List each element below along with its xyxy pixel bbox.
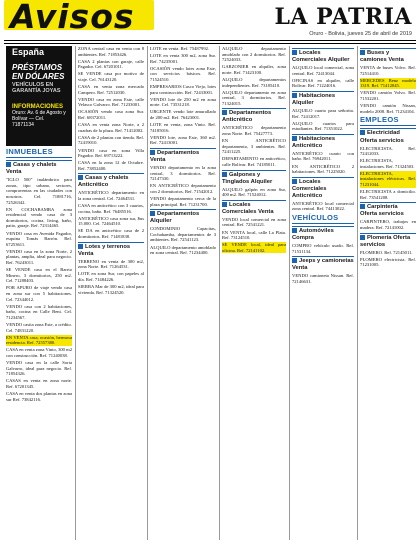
classified-ad: ANTICRÉTICO cuarto con baño. Ref. 76942011. <box>292 150 354 162</box>
classified-ad: ALQUILO departamento en zona central, 3 dormitorios. Ref. 71324015. <box>222 89 286 106</box>
lightning-icon <box>360 130 365 135</box>
newspaper-name: LA PATRIA <box>274 4 412 30</box>
classified-ad: LOTE en venta 300 m2, zona Sur. Ref. 74235001. <box>150 53 216 64</box>
warehouse-icon <box>222 172 227 177</box>
building-icon <box>150 150 155 155</box>
highlighted-ad: SE VENDE local, ideal para oficina. Ref. 72141102. <box>222 242 286 253</box>
classified-ad: EN ANTICRÉTICO departamento, 3 ambientes. Ref. 72411225. <box>222 138 286 155</box>
classified-ad: LOTE en venta. Ref. 75487992. <box>150 46 210 51</box>
column-divider <box>219 46 220 540</box>
classified-ad: GARZONIER en alquiler, zona norte. Ref. 71423100. <box>222 64 286 75</box>
column-divider <box>75 46 76 540</box>
classified-ad: ALQUILO departamentos independientes. Ref. 73185410. <box>222 76 286 88</box>
classified-ad: VENDO casa en Avenida Pagador, esquina Tomás Barrón. Ref. 67253611. <box>6 230 72 247</box>
classified-ad: ALQUILO departamento amoblado en zona central. Ref. 71234400. <box>150 244 216 256</box>
classified-ad: CASAS en venta en zona norte. Ref. 67201345. <box>6 378 72 389</box>
header-rule <box>4 40 416 41</box>
header-rule-thin <box>4 43 416 44</box>
classified-ad: VENDO casa con 2 habitaciones, baño, cocina en Calle Beni. Cel. 71234567. <box>6 303 72 320</box>
classified-ad: SIERRA Mar de 300 m2, ideal para vivienda. Ref. 71324520. <box>78 284 144 295</box>
classified-ad: LOTE en venta, zona Vinto. Ref. 74185016. <box>150 122 216 133</box>
column-2 <box>78 46 144 540</box>
classified-ad: CASA de 2 plantas con tienda. Ref. 72419010. <box>78 134 144 146</box>
classified-ad: PLOMERO electricista. Ref. 71231005. <box>360 256 416 268</box>
subsection-heading: Plomería Oferta servicios <box>360 233 416 249</box>
subsection-heading: Departamentos Alquiler <box>150 209 216 225</box>
house-icon <box>6 162 11 167</box>
subsection-heading: Habitaciones Alquiler <box>292 91 354 107</box>
classified-ad: URGENTE vendo lote amurallado de 200 m2. Ref. 76423001. <box>150 109 216 121</box>
loan-advertisement <box>6 46 72 146</box>
classified-ad: ANTICRÉTICO departamento en la zona central. Cel. 72464531. <box>78 190 144 201</box>
bus-icon <box>360 50 365 55</box>
classified-ad: CASA 2 plantas con garaje, calle Pagador. Cel. 67201011. <box>78 58 144 70</box>
ad-logo: España <box>12 47 45 57</box>
classified-ad: ELECTRICISTA, instalaciones. Ref. 71324503. <box>360 158 415 169</box>
classified-ad: VENTA de buses Volvo. Ref. 72514410. <box>360 65 416 76</box>
classified-ad: VENDO casa en zona Villa Pagador. Ref. 69713222. <box>78 147 144 159</box>
classified-ad: SE VENDE casa en el Barrio Minero, 3 dormitorios, 250 m2. Cel. 71288403. <box>6 267 72 284</box>
column-divider <box>357 46 358 540</box>
classified-ad: EN VENTA local, calle La Plata. Ref. 73124510. <box>222 229 286 241</box>
classified-ad: POR APURO de viaje vendo casa en zona sur con 5 habitaciones. Cel. 72344012. <box>6 285 72 302</box>
subsection-heading: Departamentos Anticrético <box>222 108 286 124</box>
subsection-heading: Departamentos Venta <box>150 148 216 164</box>
classified-ad: ANTICRÉTICO departamento zona Norte. Ref. 75427773. <box>222 125 286 137</box>
classified-ad: ALQUILO galpón en zona Sur, 400 m2. Ref. 71524012. <box>222 186 286 198</box>
classified-ad: OCASIÓN vendo casa zona Sur. Ref. 68372011. <box>78 109 144 121</box>
column-5 <box>292 46 354 540</box>
classified-ad: ALQUILO cuartos para estudiantes. Ref. 71351022. <box>292 120 354 132</box>
classified-ad: EN COCHABAMBA zona residencial vendo casa de 3 dormitorios, cocina, living, baño, patio, garaje. Ref. 72314465. <box>6 206 72 229</box>
truck-icon <box>292 258 297 263</box>
store-icon <box>292 50 297 55</box>
classified-ad: OCASIÓN vendo lotes zona Este, con servicios básicos. Ref. 71524510. <box>150 65 216 82</box>
classified-ad: OFICINAS en alquiler, calle Bolívar. Ref. 71224016. <box>292 77 354 89</box>
classified-ad: ZONA central casa en venta con 8 ambientes. Ref. 71853426. <box>78 46 144 57</box>
column-divider <box>289 46 290 540</box>
subsection-heading: Locales Comerciales Alquiler <box>292 48 354 64</box>
category-heading: EMPLEOS <box>360 115 399 125</box>
highlighted-ad: EN VENTA casa, ocasión, hermosa residencia. Ref. 72557380. <box>6 334 72 346</box>
building-icon <box>150 211 155 216</box>
subsection-heading: Locales Comerciales Anticrético <box>292 177 354 200</box>
subsection-heading: Casas y chalets Anticrético <box>78 173 144 189</box>
dateline: Oruro - Bolivia, jueves 25 de abril de 2019 <box>309 31 412 37</box>
classified-ad: VENDO camión Nissan, modelo 2008. Ref. 71234104. <box>360 103 416 114</box>
category-heading: VEHÍCULOS <box>292 212 339 222</box>
building-icon <box>222 110 227 115</box>
subsection-heading: Carpintería Oferta servicios <box>360 202 416 218</box>
house-icon <box>78 175 83 180</box>
subsection-heading: Jeeps y camionetas Venta <box>292 256 354 272</box>
classified-ad: CASA en venta zona mercado Campero. Ref. 72512030. <box>78 84 144 95</box>
subsection-heading: Automóviles Compra <box>292 226 354 242</box>
store-icon <box>222 202 227 207</box>
section-title: Avisos <box>10 0 135 36</box>
column-4 <box>222 46 286 540</box>
wrench-icon <box>360 235 365 240</box>
classified-ad: VENDO casa en la calle Soria Galvarro, ideal para negocio. Ref. 71854326. <box>6 360 72 377</box>
classified-ad: CASA en anticrético con 3 cuartos, cocina, baño. Ref. 76485516. <box>78 203 144 214</box>
column-divider <box>147 46 148 540</box>
subsection-heading: Galpones y Tinglados Alquiler <box>222 170 286 186</box>
classified-ad: VENDO casa en la zona Norte, 2 plantas, amplia, ideal para negocio. Ref. 76243011. <box>6 248 72 266</box>
subsection-heading: Habitaciones Anticrético <box>292 134 354 150</box>
subsection-heading: Electricidad Oferta servicios <box>360 128 416 144</box>
column-3 <box>150 46 216 540</box>
classified-ad: LOTE en zona Sur, con papeles al día. Ref. 71484226. <box>78 271 144 282</box>
classified-ad: VENDO casa en zona Este, calle Velasco Galvarro. Ref. 71233001. <box>78 96 144 108</box>
classified-ad: SE DA en anticrético casa de 2 dormitorios. Ref. 71481838. <box>78 228 144 240</box>
classified-ad: "IGLO 500" inalámbrico para zonas, tipo urbano, sectores, compraventas en las ciudades con nosotros. Cel. 71881716, 72526342. <box>6 177 72 205</box>
classified-ad: CASA en venta dos plantas en zona sur Ref. 73842116. <box>6 391 72 402</box>
column-6 <box>360 46 416 540</box>
classified-ad: EN ANTICRÉTICO 2 habitaciones. Ref. 71225020. <box>292 163 354 175</box>
saw-icon <box>360 204 365 209</box>
ad-info-title: INFORMACIONES <box>12 104 63 110</box>
classified-ad: PLOMERO. Ref. 72145011. <box>360 249 413 255</box>
classified-ad: VENDO departamento en la zona central, 3 dormitorios. Ref. 72147330. <box>150 165 216 182</box>
ad-info-text: Oruro: Av. 6 de Agosto y Bolívar — Cel. 71871134 <box>12 110 66 128</box>
store-icon <box>292 179 297 184</box>
classified-ad: CASA en venta zona Norte, a 2 cuadras de la plaza. Ref. 71412002. <box>78 122 144 133</box>
classified-ad: CASA en venta zona Vinto, 300 m2 con construcción. Ref. 71240038. <box>6 347 72 358</box>
classified-ad: DEPARTAMENTO en anticrético, calle Bolívar. Ref. 74185011. <box>222 156 286 168</box>
classified-ad: VENDO camión Volvo. Ref. 71532201. <box>360 90 416 101</box>
classified-ad: ALQUILO local comercial, zona central. Ref. 72413044. <box>292 65 354 76</box>
classified-ad: VENDO lote, zona Este, 360 m2. Ref. 72413001. <box>150 134 216 146</box>
ad-subheadline: VEHÍCULOS EN GARANTÍA JOYAS <box>12 82 61 95</box>
category-rule <box>292 223 354 225</box>
classified-ad: TERRENO en venta de 300 m2, zona Norte. Ref. 71264531. <box>78 258 144 270</box>
classified-ad: ELECTRICISTA. Ref. 72412033. <box>360 145 416 157</box>
bed-icon <box>292 93 297 98</box>
column-1 <box>6 46 72 540</box>
classified-ad: EN ANTICRÉTICO departamento con 2 dormitorios. Ref. 71542012. <box>150 183 216 194</box>
subsection-heading: Lotes y terrenos Venta <box>78 242 144 258</box>
classified-ad: ALQUILO departamento amoblado con 2 dormitorios. Ref. 72524033. <box>222 46 286 63</box>
ad-info <box>12 104 66 128</box>
subsection-heading: Casas y chalets Venta <box>6 160 72 176</box>
category-heading: INMUEBLES <box>6 147 53 156</box>
classified-ad: CASA en la zona 12 de Octubre. Ref. 73852400. <box>78 160 144 171</box>
classified-ad: VENDO departamento cerca de la plaza principal. Ref. 71231700. <box>150 196 216 207</box>
classified-ad: SE VENDE casa por motivo de viaje. Cel. 76143120. <box>78 71 144 82</box>
classified-ad: CONDOMINIO Capacitas, Cochabamba, departamentos de 3 ambientes. Ref. 72541123. <box>150 226 216 243</box>
classified-ad: ANTICRÉTICO casa zona sur, $us 15.000. Cel. 72464510. <box>78 215 144 227</box>
page-header <box>0 0 420 40</box>
ad-headline: PRÉSTAMOS EN DÓLARES <box>12 63 65 81</box>
classified-ad: ELECTRICISTA a domicilio. Ref. 73541208. <box>360 189 416 200</box>
classified-ad: VENDO casita zona Este, a crédito. Cel. 74831220. <box>6 321 72 333</box>
highlighted-ad: ELECTRICISTA, instalaciones eléctricas. Ref. 71231044. <box>360 170 416 188</box>
category-rule <box>360 125 416 127</box>
classified-ad: VENDO local comercial en zona central. Ref. 72541221. <box>222 216 286 228</box>
highlighted-ad: MERCEDES Benz modelo 1319. Ref. 71412045. <box>360 77 416 89</box>
classified-ad: ALQUILO cuarto para señorita. Ref. 72412017. <box>292 107 354 119</box>
classified-ad: VENDO lote de 250 m2 en zona norte. Cel. 73531218. <box>150 96 216 108</box>
subsection-heading: Buses y camiones Venta <box>360 48 416 64</box>
category-rule <box>6 157 72 159</box>
classified-ad: VENDO camioneta Nissan. Ref. 72146631. <box>292 273 354 284</box>
classified-ad: COMPRO vehículo usado. Ref. 71531134. <box>292 243 354 254</box>
classified-ad: CARPINTERO, trabajos en madera. Ref. 72141002. <box>360 219 416 230</box>
land-icon <box>78 244 83 249</box>
section-banner <box>4 0 154 36</box>
car-icon <box>292 228 297 233</box>
bed-icon <box>292 136 297 141</box>
classified-ad: ANTICRÉTICO local comercial zona central. Ref. 74413022. <box>292 200 354 212</box>
classified-ad: EMPRESARIOS Casco Viejo, lotes para construcción. Ref. 72433001. <box>150 84 216 95</box>
subsection-heading: Locales Comerciales Venta <box>222 200 286 216</box>
